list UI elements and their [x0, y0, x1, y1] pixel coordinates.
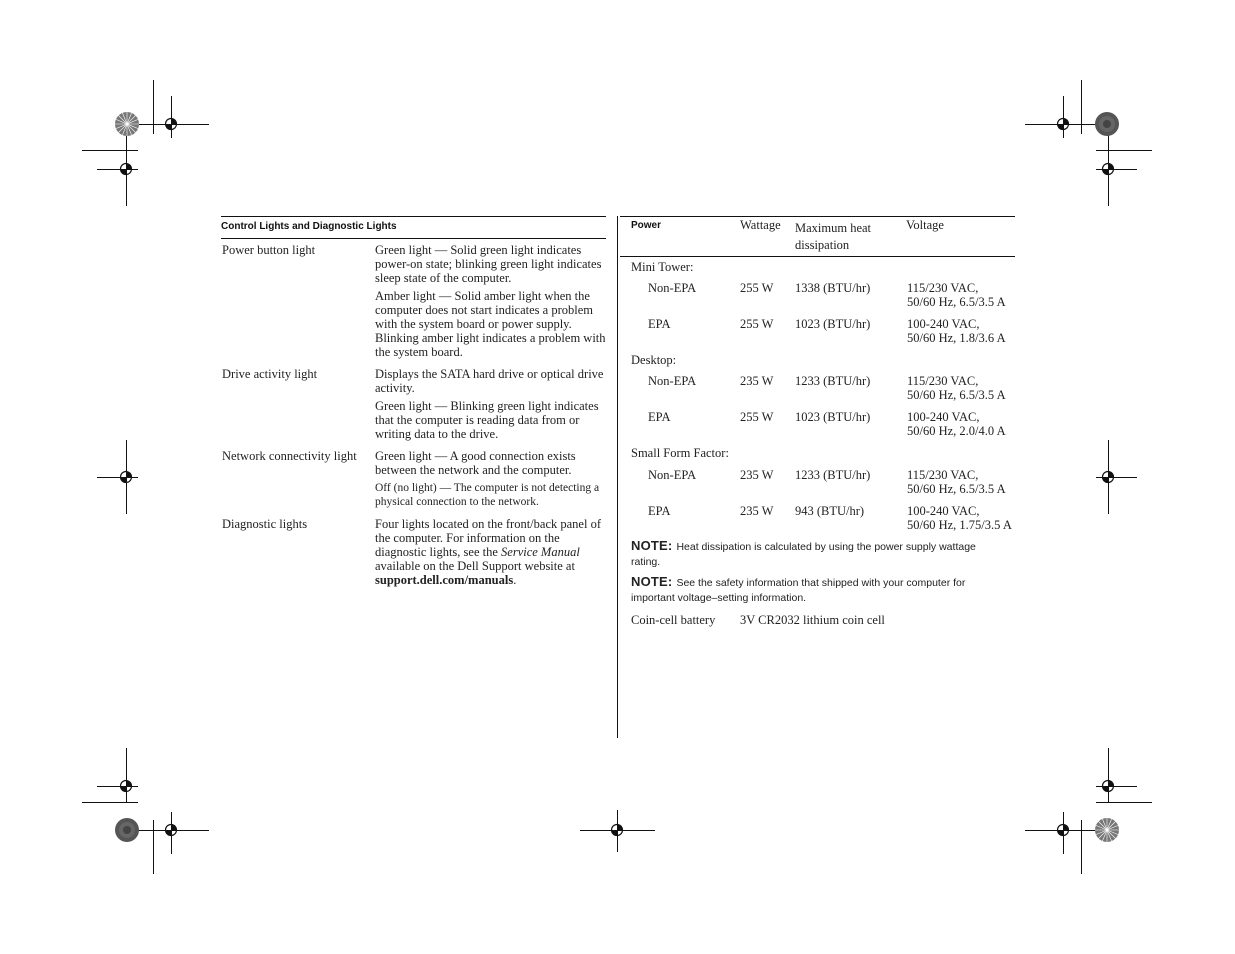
- psu-voltage-line2: 50/60 Hz, 6.5/3.5 A: [907, 388, 1006, 402]
- row-label: Drive activity light: [222, 367, 318, 381]
- note-text: See the safety information that shipped with your computer for important voltage–setting information.: [631, 577, 966, 604]
- psu-voltage-line1: 100-240 VAC,: [907, 410, 980, 424]
- registration-target-icon: [119, 470, 133, 484]
- header-wattage: Wattage: [740, 218, 781, 232]
- crop-line: [1081, 80, 1082, 134]
- description-paragraph: Green light — Solid green light indicates power-on state; blinking green light indicates sleep state of the computer.: [375, 243, 602, 285]
- registration-target-icon: [164, 823, 178, 837]
- psu-heat: 1233 (BTU/hr): [795, 468, 871, 482]
- registration-target-icon: [1101, 162, 1115, 176]
- table-row: [221, 517, 606, 591]
- row-description: [375, 449, 607, 513]
- group-label: Small Form Factor:: [631, 446, 729, 460]
- note-label: NOTE:: [631, 538, 673, 553]
- row-description: [375, 517, 607, 591]
- description-text: Four lights located on the front/back panel of the computer. For information on the diagnostic lights, see the: [375, 517, 601, 559]
- table-row: [221, 243, 606, 363]
- crop-line: [153, 80, 154, 134]
- psu-voltage-line2: 50/60 Hz, 1.75/3.5 A: [907, 518, 1012, 532]
- table-row: [221, 367, 606, 445]
- table-title: Control Lights and Diagnostic Lights: [221, 221, 397, 232]
- table-rule: [221, 238, 606, 239]
- group-label: Mini Tower:: [631, 260, 694, 274]
- psu-wattage: 255 W: [740, 410, 774, 424]
- note-label: NOTE:: [631, 574, 673, 589]
- crop-line: [126, 748, 127, 802]
- psu-heat: 943 (BTU/hr): [795, 504, 865, 518]
- description-paragraph: [375, 517, 607, 587]
- row-label: Power button light: [222, 243, 316, 257]
- registration-target-icon: [164, 117, 178, 131]
- psu-type: EPA: [648, 504, 671, 518]
- row-description: [375, 243, 607, 363]
- header-power: Power: [631, 220, 662, 231]
- description-text: available on the Dell Support website at: [375, 559, 575, 573]
- table-row: [221, 449, 606, 513]
- psu-heat: 1338 (BTU/hr): [795, 281, 871, 295]
- psu-voltage-line2: 50/60 Hz, 6.5/3.5 A: [907, 295, 1006, 309]
- psu-type: Non-EPA: [648, 374, 697, 388]
- starburst-icon: [1094, 111, 1120, 137]
- psu-wattage: 255 W: [740, 281, 774, 295]
- group-label: Desktop:: [631, 353, 677, 367]
- control-lights-table: [221, 216, 606, 591]
- description-text: .: [513, 573, 517, 587]
- battery-value: 3V CR2032 lithium coin cell: [740, 613, 885, 627]
- description-paragraph: Green light — A good connection exists between the network and the computer.: [375, 449, 576, 477]
- psu-voltage-line1: 115/230 VAC,: [907, 374, 979, 388]
- crop-line: [82, 150, 138, 151]
- psu-wattage: 255 W: [740, 317, 774, 331]
- starburst-icon: [114, 111, 140, 137]
- registration-target-icon: [1056, 117, 1070, 131]
- psu-heat: 1023 (BTU/hr): [795, 410, 871, 424]
- psu-type: Non-EPA: [648, 281, 697, 295]
- registration-target-icon: [119, 779, 133, 793]
- psu-voltage-line1: 115/230 VAC,: [907, 468, 979, 482]
- psu-heat: 1233 (BTU/hr): [795, 374, 871, 388]
- crop-line: [82, 802, 138, 803]
- psu-voltage-line1: 100-240 VAC,: [907, 317, 980, 331]
- psu-type: EPA: [648, 317, 671, 331]
- psu-wattage: 235 W: [740, 374, 774, 388]
- psu-voltage-line2: 50/60 Hz, 6.5/3.5 A: [907, 482, 1006, 496]
- crop-line: [1108, 748, 1109, 802]
- manual-title: Service Manual: [501, 545, 580, 559]
- psu-heat: 1023 (BTU/hr): [795, 317, 871, 331]
- note-text: Heat dissipation is calculated by using the power supply wattage rating.: [631, 541, 976, 568]
- support-url-link[interactable]: support.dell.com/manuals: [375, 573, 514, 587]
- row-label: Diagnostic lights: [222, 517, 308, 531]
- header-voltage: Voltage: [906, 218, 944, 232]
- crop-line: [1096, 150, 1152, 151]
- registration-target-icon: [1101, 470, 1115, 484]
- crop-line: [1081, 820, 1082, 874]
- psu-voltage-line2: 50/60 Hz, 2.0/4.0 A: [907, 424, 1006, 438]
- column-divider: [617, 216, 618, 738]
- header-heat: Maximum heat dissipation: [795, 221, 872, 252]
- description-paragraph: Green light — Blinking green light indicates that the computer is reading data from or writing data to the drive.: [375, 399, 599, 441]
- row-label: Network connectivity light: [222, 449, 357, 463]
- crop-line: [153, 820, 154, 874]
- description-paragraph: Displays the SATA hard drive or optical drive activity.: [375, 367, 604, 395]
- psu-type: Non-EPA: [648, 468, 697, 482]
- registration-target-icon: [610, 823, 624, 837]
- registration-target-icon: [1056, 823, 1070, 837]
- note: [631, 574, 1001, 606]
- note: [631, 538, 1001, 570]
- description-paragraph: Off (no light) — The computer is not detecting a physical connection to the network.: [375, 482, 600, 508]
- psu-voltage-line1: 115/230 VAC,: [907, 281, 979, 295]
- table-rule: [620, 256, 1015, 257]
- crop-line: [1096, 802, 1152, 803]
- psu-wattage: 235 W: [740, 504, 774, 518]
- psu-wattage: 235 W: [740, 468, 774, 482]
- row-description: [375, 367, 607, 445]
- registration-target-icon: [1101, 779, 1115, 793]
- psu-voltage-line1: 100-240 VAC,: [907, 504, 980, 518]
- description-paragraph: Amber light — Solid amber light when the computer does not start indicates a problem with the system board or power supply. Blinking amber light indicates a problem with the system board.: [375, 289, 606, 359]
- psu-voltage-line2: 50/60 Hz, 1.8/3.6 A: [907, 331, 1006, 345]
- starburst-icon: [114, 817, 140, 843]
- registration-target-icon: [119, 162, 133, 176]
- battery-label: Coin-cell battery: [631, 613, 716, 627]
- starburst-icon: [1094, 817, 1120, 843]
- table-rule: [620, 216, 1015, 217]
- psu-type: EPA: [648, 410, 671, 424]
